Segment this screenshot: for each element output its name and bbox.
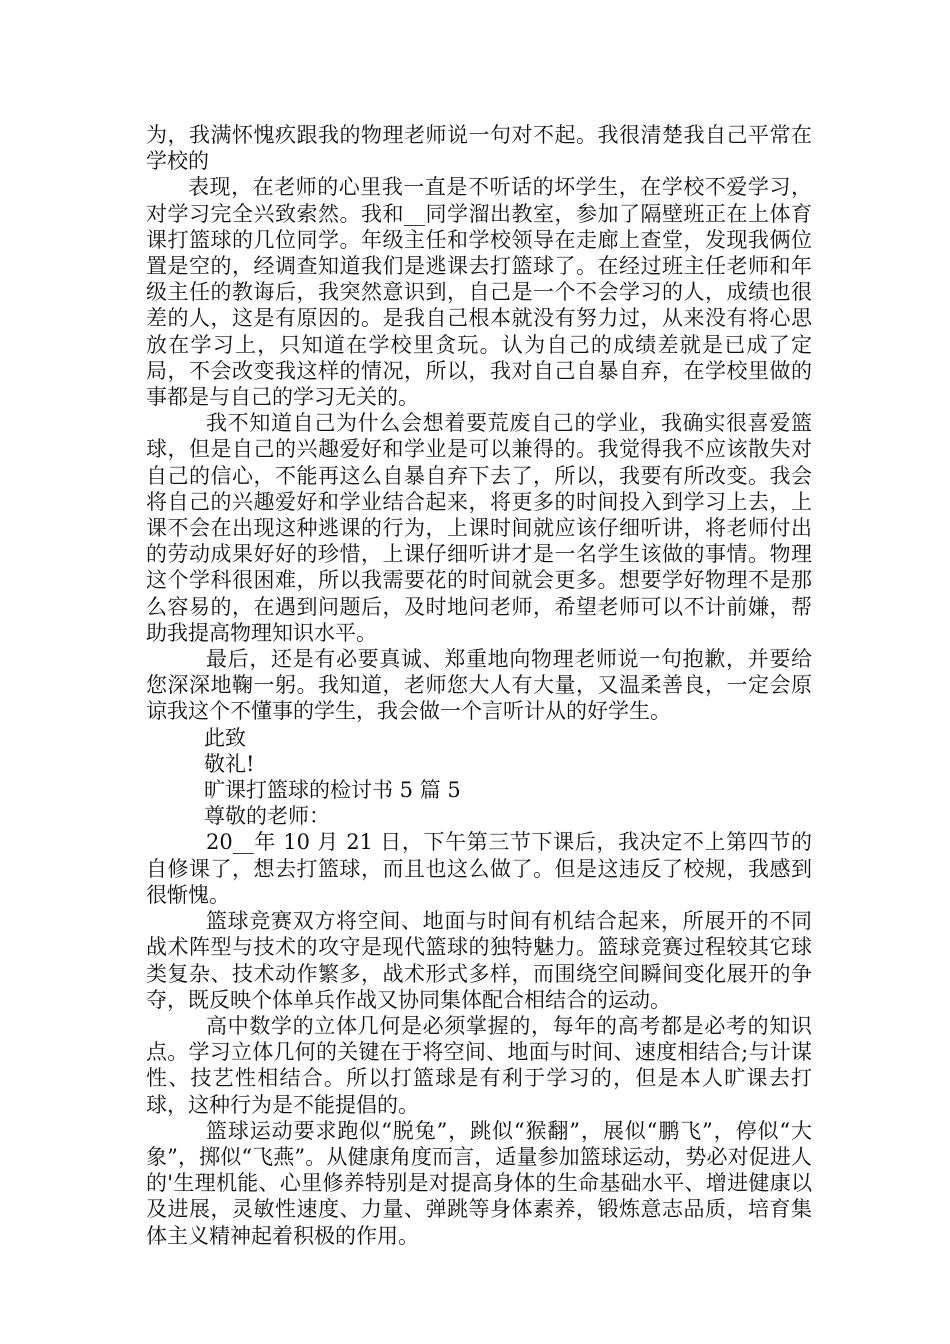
greeting: 尊敬的老师：: [204, 804, 330, 829]
paragraph-6: 篮球竞赛双方将空间、地面与时间有机结合起来，所展开的不同战术阵型与技术的攻守是现代篮球的独特魅力。篮球竞赛过程较其它球类复杂、技术动作繁多，战术形式多样，而围绕空间瞬间变化展开的争夺，既反映个体单兵作战又协同集体配合相结合的运动。: [146, 909, 812, 1012]
section-title: 旷课打篮球的检讨书 5 篇 5: [204, 778, 461, 803]
paragraph-4: 最后，还是有必要真诚、郑重地向物理老师说一句抱歉，并要给您深深地鞠一躬。我知道，老师您大人有大量，又温柔善良，一定会原谅我这个不懂事的学生，我会做一个言听计从的好学生。: [146, 647, 812, 724]
paragraph-8: 篮球运动要求跑似“脱兔”，跳似“猴翻”，展似“鹏飞”，停似“大象”，掷似“飞燕”。从健康角度而言，适量参加篮球运动，势必对促进人的'生理机能、心里修养特别是对提高身体的生命基础水平、增进健康以及进展，灵敏性速度、力量、弹跳等身体素养，锻炼意志品质，培育集体主义精神起着积极的作用。: [146, 1118, 812, 1248]
closing-salutation-1: 此致: [204, 725, 246, 750]
closing-salutation-2: 敬礼!: [204, 751, 255, 776]
paragraph-2: 表现，在老师的心里我一直是不听话的坏学生，在学校不爱学习，对学习完全兴致索然。我和__同学溜出教室，参加了隔壁班正在上体育课打篮球的几位同学。年级主任和学校领导在走廊上查堂，发现我俩位置是空的，经调查知道我们是逃课去打篮球了。在经过班主任老师和年级主任的教诲后，我突然意识到，自己是一个不会学习的人，成绩也很差的人，这是有原因的。是我自己根本就没有努力过，从来没有将心思放在学习上，只知道在学校里贪玩。认为自己的成绩差就是已成了定局，不会改变我这样的情况，所以，我对自己自暴自弃，在学校里做的事都是与自己的学习无关的。: [146, 175, 812, 410]
paragraph-5: 20__年 10 月 21 日，下午第三节下课后，我决定不上第四节的自修课了，想去打篮球，而且也这么做了。但是这违反了校规，我感到很惭愧。: [146, 830, 812, 907]
paragraph-3: 我不知道自己为什么会想着要荒废自己的学业，我确实很喜爱篮球，但是自己的兴趣爱好和学业是可以兼得的。我觉得我不应该散失对自己的信心，不能再这么自暴自弃下去了，所以，我要有所改变。我会将自己的兴趣爱好和学业结合起来，将更多的时间投入到学习上去，上课不会在出现这种逃课的行为，上课时间就应该仔细听讲，将老师付出的劳动成果好好的珍惜，上课仔细听讲才是一名学生该做的事情。物理这个学科很困难，所以我需要花的时间就会更多。想要学好物理不是那么容易的，在遇到问题后，及时地问老师，希望老师可以不计前嫌，帮助我提高物理知识水平。: [146, 411, 812, 645]
paragraph-1: 为，我满怀愧疚跟我的物理老师说一句对不起。我很清楚我自己平常在学校的: [146, 123, 812, 174]
paragraph-7: 高中数学的立体几何是必须掌握的，每年的高考都是必考的知识点。学习立体几何的关键在于将空间、地面与时间、速度相结合;与计谋性、技艺性相结合。所以打篮球是有利于学习的，但是本人旷课去打球，这种行为是不能提倡的。: [146, 1013, 812, 1117]
document-body: [146, 122, 812, 1249]
